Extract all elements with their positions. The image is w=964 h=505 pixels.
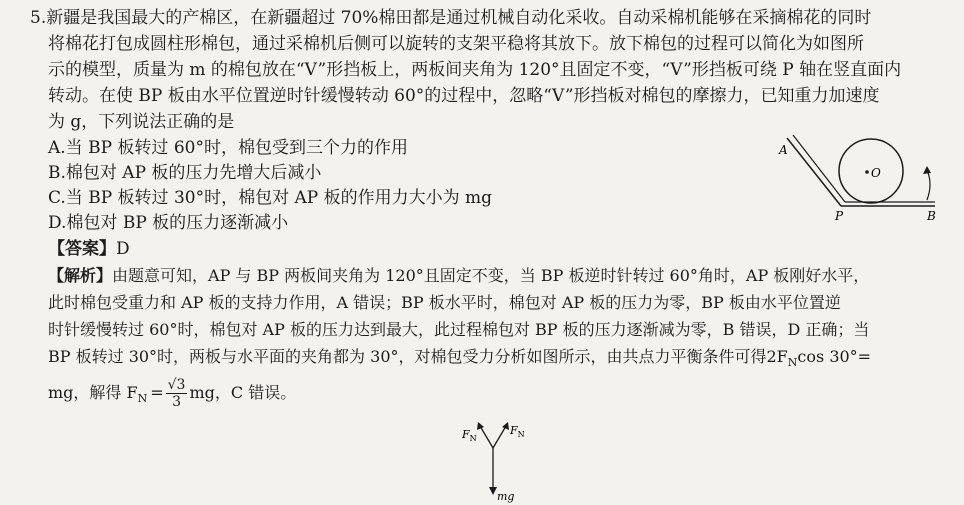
analysis-last-suffix: mg，C 错误。 bbox=[189, 383, 297, 402]
answer-value: D bbox=[116, 239, 130, 259]
option-b: B.棉包对 AP 板的压力先增大后减小 bbox=[48, 163, 322, 183]
analysis-text-1: 由题意可知，AP 与 BP 两板间夹角为 120°且固定不变，当 BP 板逆时针转过 60°角时，AP 板刚好水平， bbox=[112, 266, 870, 285]
label-fn-left: $F_N$ bbox=[462, 428, 477, 443]
subscript-n-2: N bbox=[137, 392, 148, 406]
question-line-4: 转动。在使 BP 板由水平位置逆时针缓慢转动 60°的过程中，忽略“V”形挡板对棉包的摩擦力，已知重力加速度 bbox=[48, 86, 880, 106]
question-line-2: 将棉花打包成圆柱形棉包，通过采棉机后侧可以旋转的支架平稳将其放下。放下棉包的过程可以简化为如图所 bbox=[48, 34, 864, 54]
label-o: O bbox=[871, 166, 881, 180]
subscript-n: N bbox=[787, 356, 798, 370]
option-d: D.棉包对 BP 板的压力逐渐减小 bbox=[48, 213, 289, 233]
label-a: A bbox=[779, 143, 788, 157]
analysis-label: 【解析】 bbox=[48, 266, 113, 285]
analysis-text-4: BP 板转过 30°时，两板与水平面的夹角都为 30°，对棉包受力分析如图所示，由共点力平衡条件可得2F bbox=[48, 347, 788, 366]
center-point-o bbox=[865, 170, 869, 174]
label-p: P bbox=[835, 209, 844, 223]
option-a: A.当 BP 板转过 60°时，棉包受到三个力的作用 bbox=[48, 138, 408, 158]
fraction-denominator: 3 bbox=[172, 394, 182, 410]
label-mg: mg bbox=[497, 490, 515, 503]
analysis-last-prefix: mg，解得 F bbox=[48, 383, 138, 402]
force-fn-right bbox=[493, 426, 506, 448]
rotation-arrowhead-icon bbox=[923, 166, 931, 174]
label-fn-right: $F_N$ bbox=[510, 424, 525, 439]
analysis-line-5 bbox=[48, 376, 296, 416]
rotation-arrow bbox=[927, 170, 930, 200]
board-ap bbox=[787, 138, 841, 206]
force-mg-arrowhead-icon bbox=[489, 487, 497, 495]
label-b: B bbox=[927, 209, 936, 223]
analysis-line-3: 时针缓慢转过 60°时，棉包对 AP 板的压力达到最大，此过程棉包对 BP 板的压力逐渐减为零，B 错误，D 正确；当 bbox=[48, 320, 870, 339]
option-c: C.当 BP 板转过 30°时，棉包对 AP 板的作用力大小为 mg bbox=[48, 188, 493, 208]
analysis-line-4 bbox=[48, 345, 871, 375]
answer-line bbox=[48, 237, 130, 261]
analysis-text-5: cos 30°= bbox=[797, 347, 872, 366]
question-line-3: 示的模型，质量为 m 的棉包放在“V”形挡板上，两板间夹角为 120°且固定不变，“V”形挡板可绕 P 轴在竖直面内 bbox=[48, 60, 902, 80]
question-line-1: 5.新疆是我国最大的产棉区，在新疆超过 70%棉田都是通过机械自动化采收。自动采棉机能够在采摘棉花的同时 bbox=[30, 8, 872, 28]
force-fn-left-arrowhead-icon bbox=[477, 422, 484, 430]
analysis-line-1 bbox=[48, 264, 869, 288]
board-ap-inner bbox=[793, 135, 845, 202]
force-fn-right-arrowhead-icon bbox=[502, 422, 509, 430]
figure-v-board bbox=[775, 128, 945, 228]
question-line-5: 为 g，下列说法正确的是 bbox=[48, 112, 235, 132]
fraction-numerator: √3 bbox=[167, 377, 186, 393]
equals-sign: = bbox=[150, 383, 164, 402]
figure-force-diagram bbox=[448, 418, 558, 504]
force-fn-left bbox=[480, 426, 493, 448]
analysis-line-2: 此时棉包受重力和 AP 板的支持力作用，A 错误；BP 板水平时，棉包对 AP 板的压力为零，BP 板由水平位置逆 bbox=[48, 293, 841, 312]
answer-label: 【答案】 bbox=[48, 239, 116, 259]
fraction bbox=[166, 377, 188, 410]
